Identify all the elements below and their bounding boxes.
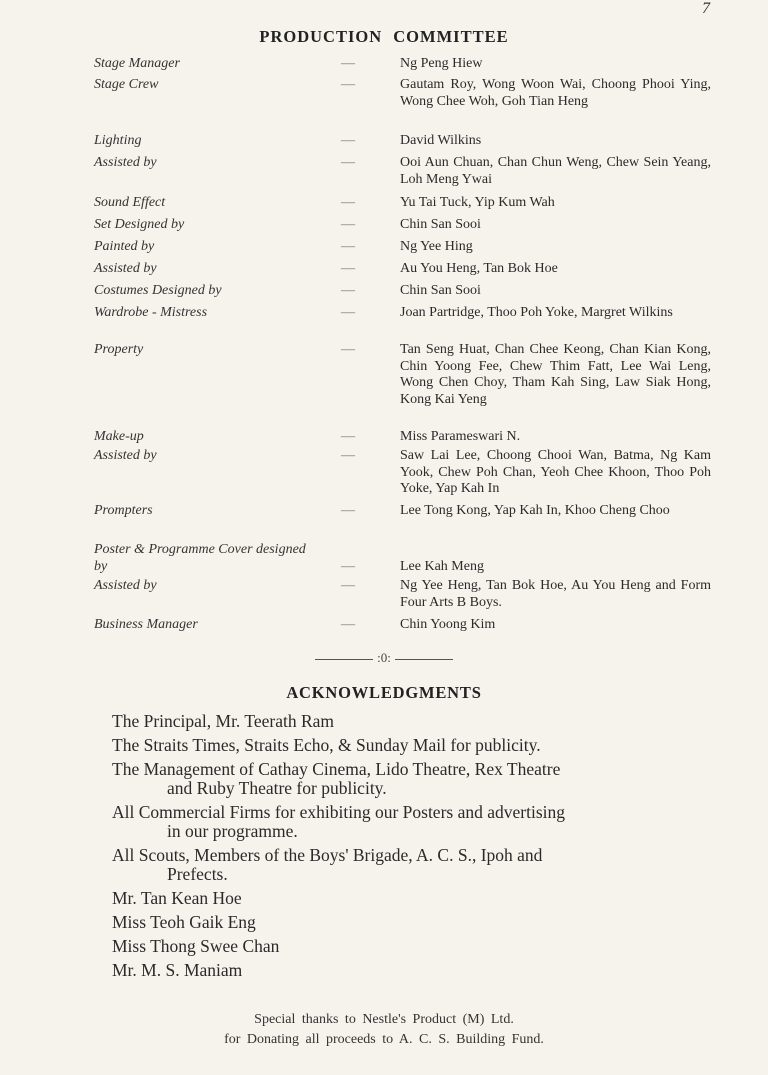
dash: — [341, 578, 355, 593]
acknowledgment-line: All Scouts, Members of the Boys' Brigade, A. C. S., Ipoh and [112, 845, 543, 865]
section-separator [0, 650, 768, 666]
dash: — [341, 305, 355, 320]
dash: — [341, 283, 355, 298]
dash: — [341, 429, 355, 444]
dash: — [341, 133, 355, 148]
acknowledgment-line: The Principal, Mr. Teerath Ram [112, 711, 335, 731]
acknowledgment-item [112, 889, 712, 908]
role-label: Painted by [94, 239, 155, 254]
acknowledgment-item [112, 846, 712, 884]
acknowledgment-continuation: Prefects. [167, 864, 228, 884]
names: Chin San Sooi [400, 217, 481, 232]
role-label: Set Designed by [94, 217, 185, 232]
production-committee-title: PRODUCTION COMMITTEE [259, 27, 509, 46]
separator-line-right [395, 659, 453, 660]
acknowledgment-line: Mr. M. S. Maniam [112, 960, 243, 980]
names: Chin San Sooi [400, 283, 481, 298]
names: Chin Yoong Kim [400, 617, 496, 632]
names: Ng Yee Hing [400, 239, 473, 254]
role-label: Assisted by [94, 448, 157, 463]
dash: — [341, 617, 355, 632]
acknowledgment-item [112, 712, 712, 731]
dash: — [341, 217, 355, 232]
acknowledgment-item [112, 760, 712, 798]
names: Ooi Aun Chuan, Chan Chun Weng, Chew Sein Yeang, Loh Meng Ywai [400, 155, 711, 187]
acknowledgment-line: The Management of Cathay Cinema, Lido Theatre, Rex Theatre [112, 759, 561, 779]
special-thanks [0, 1010, 768, 1050]
names: Au You Heng, Tan Bok Hoe [400, 261, 558, 276]
role-label: Costumes Designed by [94, 283, 222, 298]
acknowledgment-line: The Straits Times, Straits Echo, & Sunday Mail for publicity. [112, 735, 541, 755]
acknowledgment-line: Miss Teoh Gaik Eng [112, 912, 256, 932]
acknowledgment-item [112, 937, 712, 956]
role-label: Stage Manager [94, 56, 180, 71]
page-number: 7 [702, 0, 710, 17]
acknowledgment-item [112, 961, 712, 980]
role-label: Assisted by [94, 155, 157, 170]
role-label: Lighting [94, 133, 142, 148]
dash: — [341, 448, 355, 463]
names: Gautam Roy, Wong Woon Wai, Choong Phooi Ying, Wong Chee Woh, Goh Tian Heng [400, 77, 711, 109]
dash: — [341, 342, 355, 357]
names: Joan Partridge, Thoo Poh Yoke, Margret Wilkins [400, 305, 673, 320]
dash: — [341, 77, 355, 92]
acknowledgment-item [112, 736, 712, 755]
special-thanks-line-1: Special thanks to Nestle's Product (M) Ltd. [254, 1012, 514, 1027]
dash: — [341, 559, 355, 574]
acknowledgment-line: All Commercial Firms for exhibiting our Posters and advertising [112, 802, 565, 822]
names: Miss Parameswari N. [400, 429, 521, 444]
dash: — [341, 239, 355, 254]
special-thanks-line-2: for Donating all proceeds to A. C. S. Building Fund. [224, 1032, 544, 1047]
separator-mark: :0: [377, 650, 391, 665]
names: Ng Peng Hiew [400, 56, 483, 71]
role-label: Prompters [94, 503, 153, 518]
names: Tan Seng Huat, Chan Chee Keong, Chan Kian Kong, Chin Yoong Fee, Chew Thim Fatt, Lee Wai Leng, Wong Chen Choy, Tham Kah Sing, Law Siak Hong, Kong Kai Yeng [400, 342, 711, 407]
dash: — [341, 56, 355, 71]
dash: — [341, 261, 355, 276]
role-label: Assisted by [94, 578, 157, 593]
acknowledgments-list [112, 712, 712, 985]
names: Lee Tong Kong, Yap Kah In, Khoo Cheng Choo [400, 503, 670, 518]
acknowledgment-item [112, 803, 712, 841]
role-label: Make-up [94, 429, 144, 444]
acknowledgment-continuation: in our programme. [167, 821, 298, 841]
role-label: Sound Effect [94, 195, 166, 210]
dash: — [341, 155, 355, 170]
role-label: Business Manager [94, 617, 198, 632]
acknowledgment-line: Miss Thong Swee Chan [112, 936, 280, 956]
names: Yu Tai Tuck, Yip Kum Wah [400, 195, 555, 210]
role-label: Poster & Programme Cover designed by [94, 542, 306, 574]
role-label: Wardrobe - Mistress [94, 305, 208, 320]
acknowledgment-continuation: and Ruby Theatre for publicity. [167, 778, 387, 798]
role-label: Assisted by [94, 261, 157, 276]
names: David Wilkins [400, 133, 482, 148]
acknowledgment-item [112, 913, 712, 932]
dash: — [341, 503, 355, 518]
role-label: Stage Crew [94, 77, 159, 92]
names: Saw Lai Lee, Choong Chooi Wan, Batma, Ng Kam Yook, Chew Poh Chan, Yeoh Chee Khoon, Thoo Poh Yoke, Yap Kah In [400, 448, 711, 496]
acknowledgments-title: ACKNOWLEDGMENTS [286, 683, 482, 702]
role-label: Property [94, 342, 144, 357]
names: Lee Kah Meng [400, 559, 484, 574]
dash: — [341, 195, 355, 210]
separator-line-left [315, 659, 373, 660]
acknowledgment-line: Mr. Tan Kean Hoe [112, 888, 242, 908]
names: Ng Yee Heng, Tan Bok Hoe, Au You Heng and Form Four Arts B Boys. [400, 578, 711, 610]
